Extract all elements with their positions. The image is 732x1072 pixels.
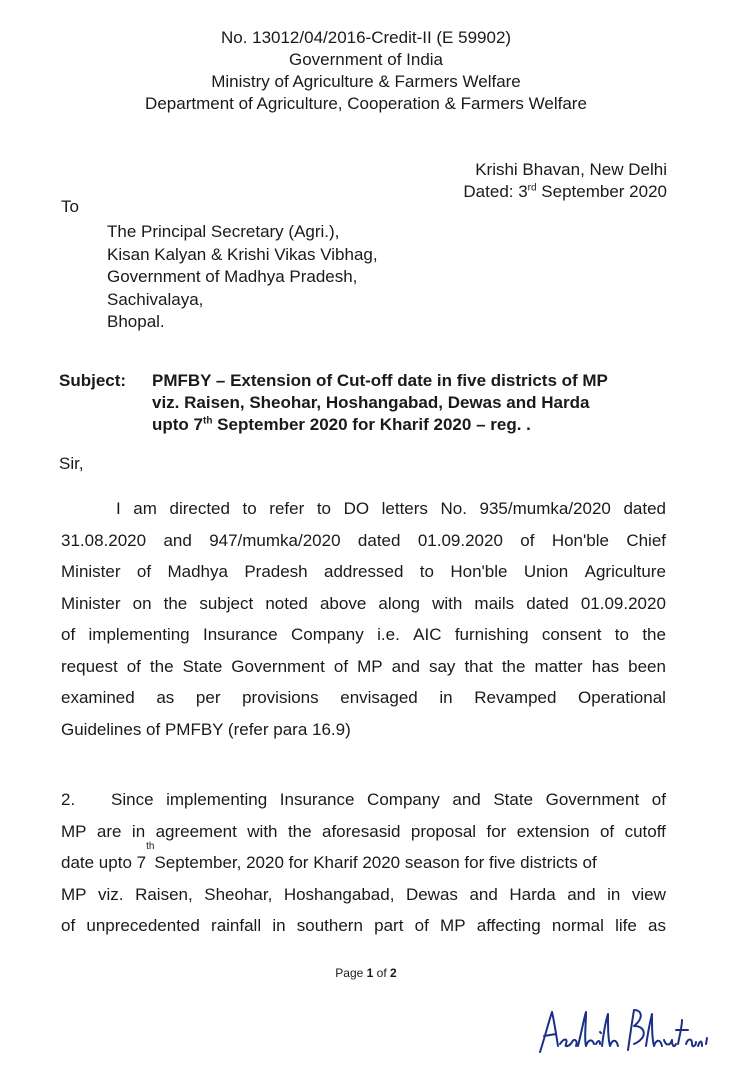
word: as: [156, 688, 175, 707]
word: Hon'ble: [551, 530, 609, 550]
word: has: [591, 656, 620, 676]
word: proposal: [410, 821, 477, 841]
department-name: Department of Agriculture, Cooperation & Farmers Welfare: [145, 94, 587, 113]
word: 01.09.2020: [417, 530, 503, 550]
word: AIC: [413, 625, 442, 644]
word: rainfall: [211, 916, 262, 935]
word: of: [126, 656, 141, 676]
word: view: [631, 884, 666, 904]
word: the: [642, 625, 666, 644]
word: addressed: [324, 562, 404, 581]
handwritten-signature: [530, 1000, 710, 1060]
word: in: [131, 821, 146, 841]
word: directed: [169, 499, 230, 518]
word: for: [486, 821, 507, 841]
word: viz.: [98, 884, 124, 904]
word: of: [61, 625, 76, 644]
word: affecting: [476, 916, 541, 935]
word: with: [247, 821, 278, 841]
word: Union: [523, 562, 569, 581]
to-label: To: [61, 197, 79, 216]
letter-date: [463, 181, 667, 203]
paragraph-line: [61, 784, 666, 816]
word: the: [287, 821, 312, 841]
page-mid: of: [373, 966, 391, 980]
word: I: [116, 499, 121, 518]
word: MP: [61, 821, 87, 841]
word: Agriculture: [584, 562, 666, 581]
word: that: [464, 656, 493, 676]
word: say: [428, 656, 456, 676]
word: dated: [526, 593, 569, 613]
word: in: [272, 916, 286, 935]
signature-strokes: [540, 1010, 707, 1052]
subject-line: viz. Raisen, Sheohar, Hoshangabad, Dewas and Harda: [152, 393, 590, 412]
place-and-date: [463, 159, 667, 203]
word: and: [452, 790, 481, 809]
word: above: [319, 593, 367, 613]
word: State: [182, 656, 223, 676]
paragraph-line: [61, 841, 666, 879]
word: unprecedented: [86, 916, 200, 935]
word: furnishing: [454, 625, 529, 644]
subject-label: Subject:: [59, 371, 127, 390]
word: Dewas: [405, 884, 458, 904]
word: Insurance: [279, 790, 355, 809]
total-pages: 2: [390, 966, 397, 980]
word: in: [607, 884, 621, 904]
word: been: [628, 656, 666, 676]
word: Insurance: [202, 625, 278, 644]
word: State: [493, 790, 534, 809]
word: Government: [545, 790, 640, 809]
word: subject: [199, 593, 254, 613]
addressee-line: The Principal Secretary (Agri.),: [107, 222, 340, 241]
word: Minister: [61, 593, 121, 613]
salutation: Sir,: [59, 454, 84, 473]
word: 01.09.2020: [580, 593, 666, 613]
word: Hoshangabad,: [283, 884, 395, 904]
word: MP: [440, 916, 466, 935]
subject-line3-suffix: September 2020 for Kharif 2020 – reg. .: [212, 415, 531, 434]
paragraph-text: September, 2020 for Kharif 2020 season for five districts of: [154, 853, 597, 872]
word: Government: [231, 656, 325, 676]
word: extension: [516, 821, 590, 841]
letterhead: [0, 27, 732, 115]
word: along: [378, 593, 420, 613]
word: part: [374, 916, 404, 935]
paragraph-number: 2.: [61, 790, 76, 809]
word: of: [520, 530, 535, 550]
word: consent: [541, 625, 602, 644]
word: 31.08.2020: [61, 530, 147, 550]
word: of: [599, 821, 615, 841]
word: Sheohar,: [204, 884, 273, 904]
word: on: [132, 593, 152, 613]
paragraph-text: date upto 7: [61, 853, 147, 872]
word: and: [391, 656, 420, 676]
word: aforesasid: [322, 821, 401, 841]
word: provisions: [242, 688, 319, 707]
subject-line: [152, 414, 677, 436]
paragraph-line: [61, 588, 666, 620]
word: as: [648, 916, 666, 935]
subject-text: [152, 370, 677, 436]
word: refer: [269, 499, 305, 518]
word: with: [432, 593, 463, 613]
date-prefix: Dated: 3: [463, 182, 528, 201]
paragraph-line: [61, 879, 666, 911]
page-footer: [0, 966, 732, 980]
office-location: Krishi Bhavan, New Delhi: [475, 160, 667, 179]
word: Company: [367, 790, 440, 809]
paragraph-line: [61, 493, 666, 525]
word: are: [96, 821, 122, 841]
word: and: [567, 884, 596, 904]
word: agreement: [155, 821, 237, 841]
word: implementing: [166, 790, 268, 809]
word: and: [163, 530, 192, 550]
paragraph-2: [61, 784, 666, 942]
date-suffix: September 2020: [536, 182, 667, 201]
word: the: [163, 593, 188, 613]
word: Raisen,: [135, 884, 193, 904]
paragraph-line: [61, 619, 666, 651]
word: Hon'ble: [450, 562, 508, 581]
word: Madhya: [167, 562, 228, 581]
word: of: [61, 916, 76, 935]
paragraph-line: [61, 556, 666, 588]
word: Minister: [61, 562, 121, 581]
word: of: [651, 790, 666, 809]
word: Since: [111, 790, 154, 809]
addressee-line: Government of Madhya Pradesh,: [107, 267, 358, 286]
subject-ordinal: th: [203, 415, 213, 427]
word: to: [419, 562, 434, 581]
word: Operational: [578, 688, 666, 707]
paragraph-line: Guidelines of PMFBY (refer para 16.9): [61, 719, 351, 739]
word: examined: [61, 688, 135, 707]
word: No.: [440, 499, 467, 518]
word: and: [469, 884, 498, 904]
subject-line3-prefix: upto 7: [152, 415, 203, 434]
word: southern: [296, 916, 363, 935]
word: MP: [61, 884, 87, 904]
addressee-line: Sachivalaya,: [107, 289, 204, 309]
date-ordinal: rd: [527, 182, 537, 194]
paragraph-line: [61, 910, 666, 942]
word: Harda: [509, 884, 556, 904]
word: am: [133, 499, 157, 518]
word: request: [61, 656, 118, 676]
word: Chief: [626, 530, 666, 550]
page-prefix: Page: [335, 966, 367, 980]
word: the: [149, 656, 174, 676]
word: of: [136, 562, 152, 581]
word: Revamped: [474, 688, 557, 707]
word: cutoff: [624, 821, 666, 841]
word: envisaged: [340, 688, 418, 707]
paragraph-1: [61, 493, 666, 745]
current-page: 1: [366, 966, 374, 980]
paragraph-line: [61, 651, 666, 683]
addressee-line: Kisan Kalyan & Krishi Vikas Vibhag,: [107, 244, 378, 264]
word: to: [242, 499, 257, 518]
word: in: [439, 688, 453, 707]
word: i.e.: [377, 625, 400, 644]
word: the: [501, 656, 526, 676]
word: letters: [381, 499, 428, 518]
paragraph-line: [61, 525, 666, 557]
word: to: [614, 625, 629, 644]
word: Pradesh: [244, 562, 308, 581]
word: 935/mumka/2020: [479, 499, 611, 518]
date-ordinal: th: [146, 841, 155, 852]
word: per: [195, 688, 221, 707]
word: implementing: [88, 625, 190, 644]
word: dated: [357, 530, 401, 550]
word: MP: [357, 656, 383, 676]
addressee-block: [107, 221, 378, 334]
paragraph-line: [61, 682, 666, 714]
word: 947/mumka/2020: [209, 530, 341, 550]
subject-line: PMFBY – Extension of Cut-off date in five districts of MP: [152, 371, 608, 390]
word: to: [316, 499, 331, 518]
word: Company: [291, 625, 364, 644]
government-name: Government of India: [288, 50, 444, 69]
word: mails: [474, 593, 515, 613]
paragraph-line-words: [111, 784, 666, 816]
word: of: [414, 916, 429, 935]
word: noted: [265, 593, 308, 613]
word: of: [333, 656, 349, 676]
word: life: [615, 916, 637, 935]
word: dated: [623, 499, 666, 518]
word: matter: [534, 656, 583, 676]
word: DO: [343, 499, 370, 518]
word: normal: [551, 916, 604, 935]
ministry-name: Ministry of Agriculture & Farmers Welfare: [211, 72, 521, 91]
addressee-line: Bhopal.: [107, 312, 165, 331]
reference-number: No. 13012/04/2016-Credit-II (E 59902): [220, 28, 512, 47]
